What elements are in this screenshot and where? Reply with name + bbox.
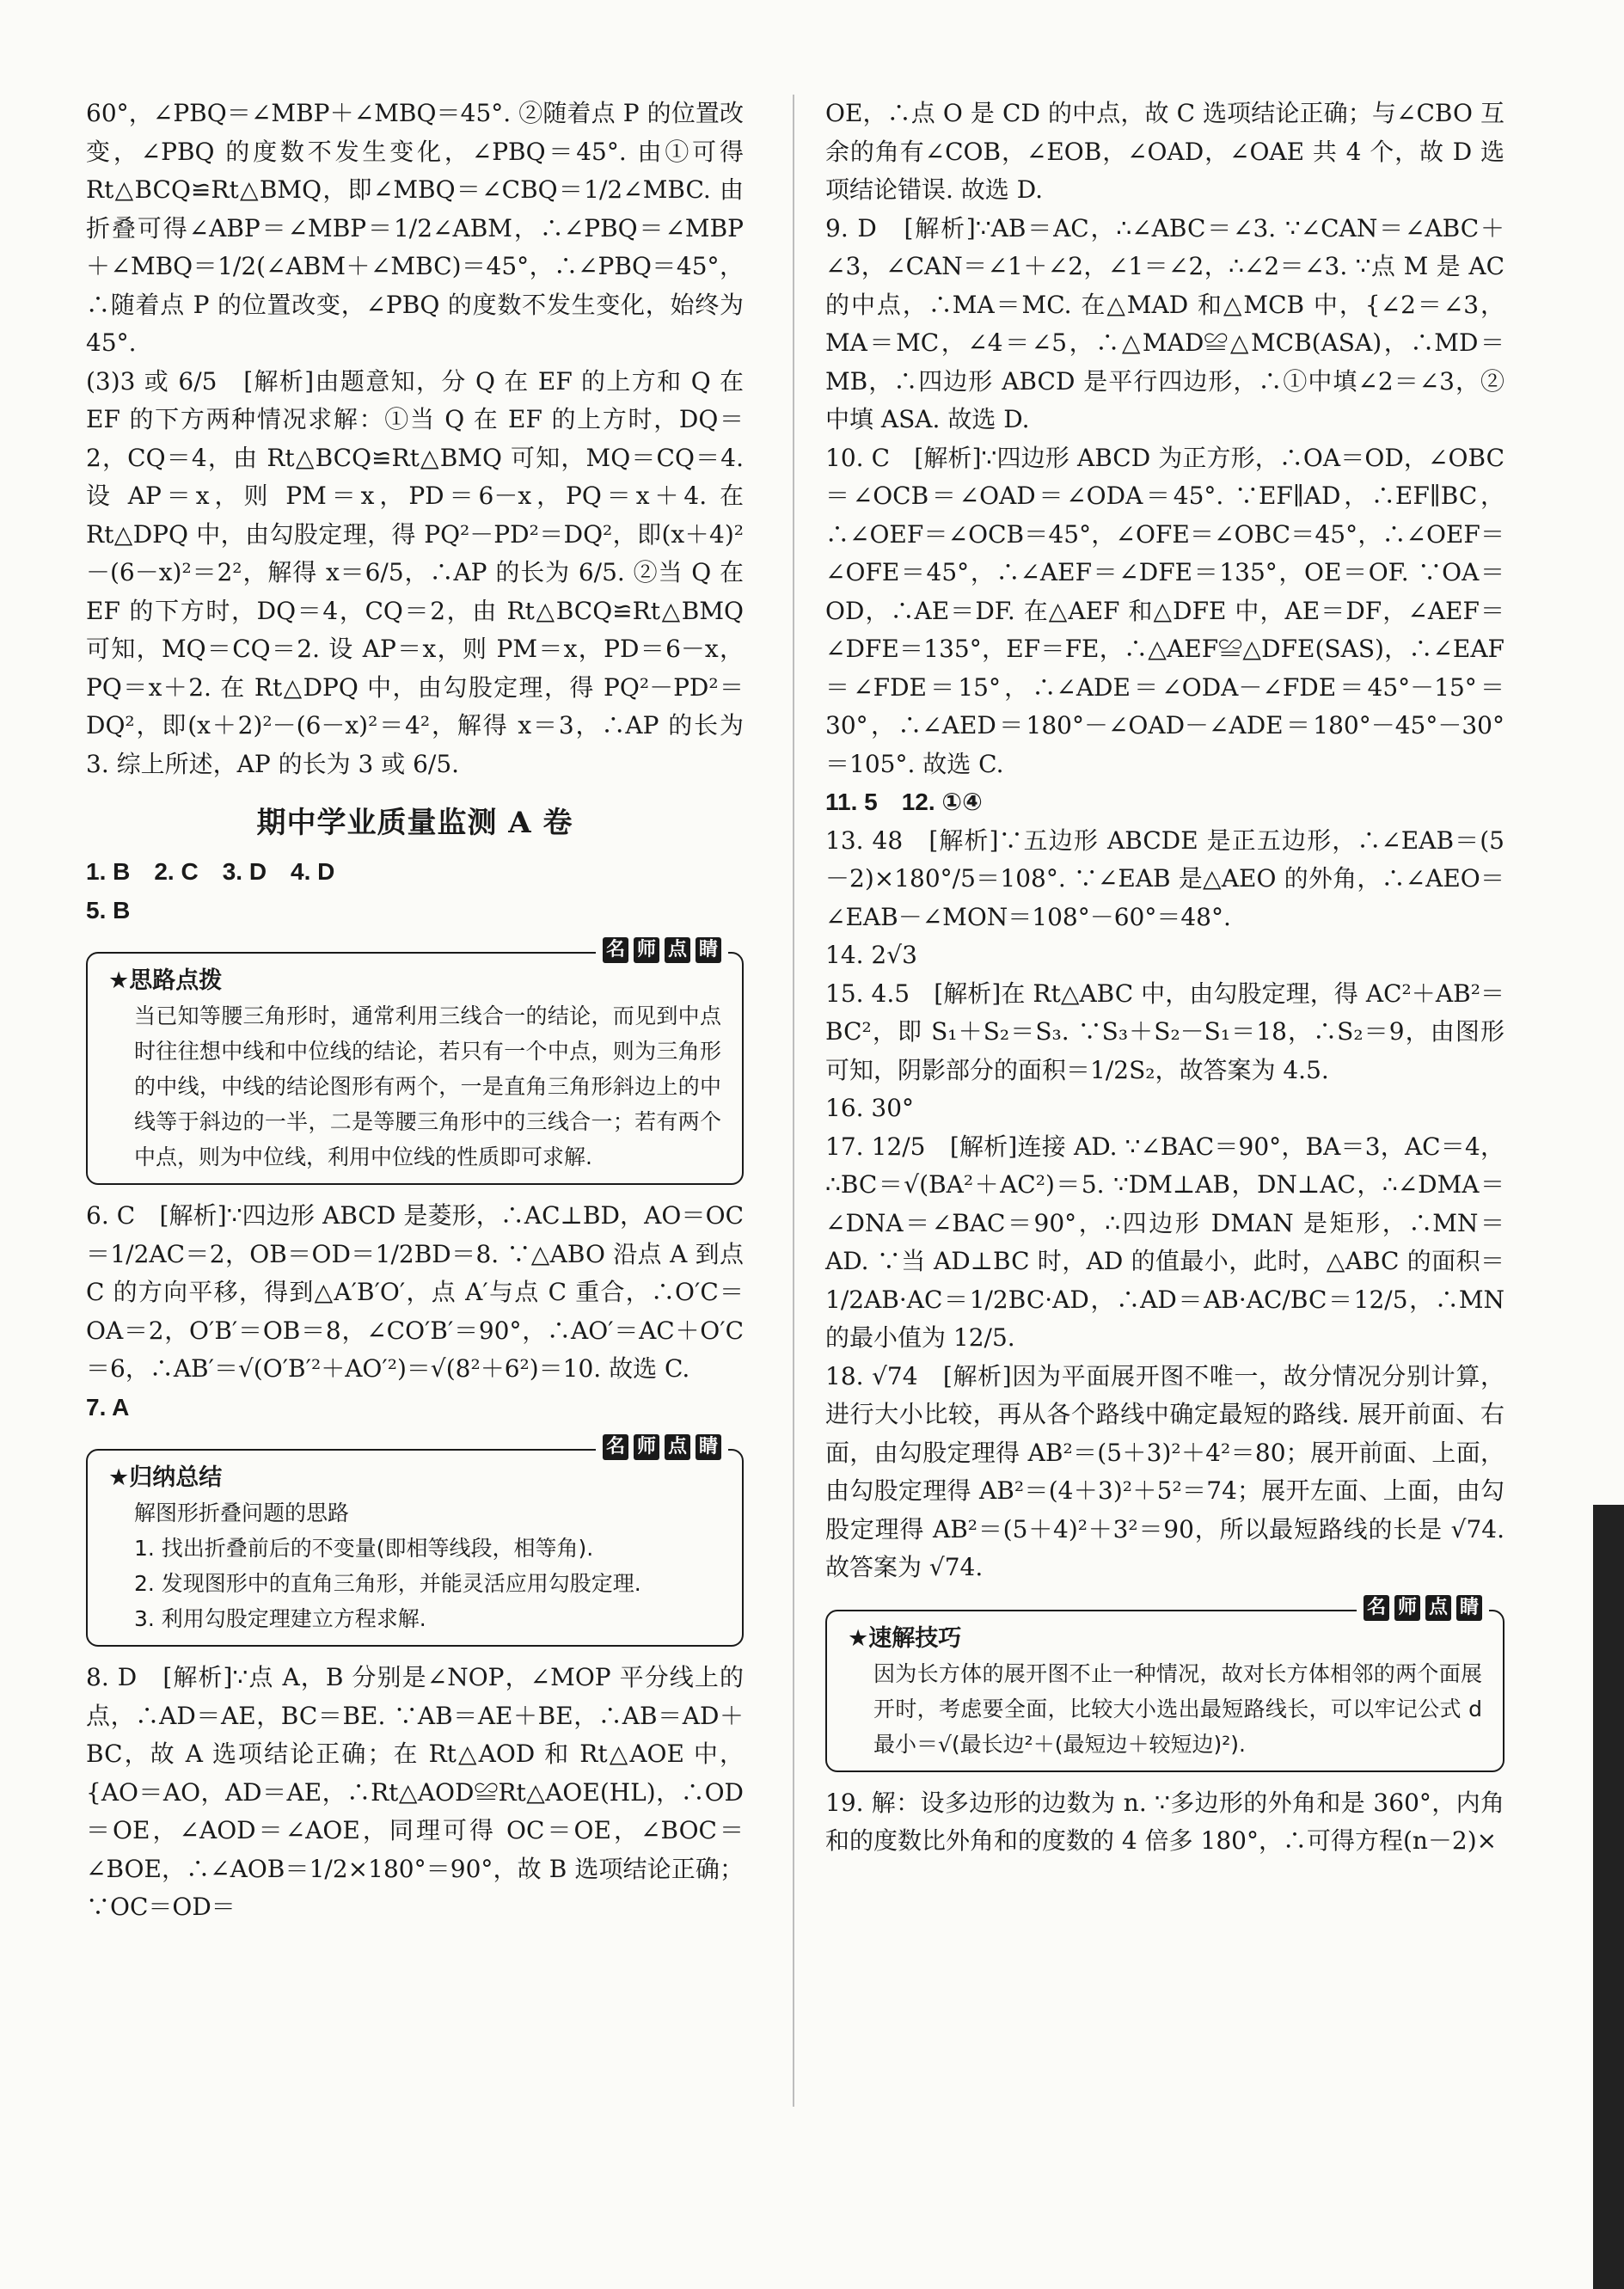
tip-title: ★归纳总结 <box>108 1464 223 1491</box>
scan-edge-shadow <box>1593 1505 1624 2289</box>
answer-10: 10. C [解析]∵四边形 ABCD 为正方形，∴OA＝OD，∠OBC＝∠OCB＝∠OAD＝∠ODA＝45°. ∵EF∥AD，∴EF∥BC，∴∠OEF＝∠OCB＝45°，∠OFE＝∠OBC＝45°，∴∠OEF＝∠OFE＝45°，∴∠AEF＝∠DFE＝135°，OE＝OF. ∵OA＝OD，∴AE＝DF. 在△AEF 和△DFE 中，AE＝DF，∠AEF＝∠DFE＝135°，EF＝FE，∴△AEF≌△DFE(SAS)，∴∠EAF＝∠FDE＝15°，∴∠ADE＝∠ODA－∠FDE＝45°－15°＝30°，∴∠AED＝180°－∠OAD－∠ADE＝180°－45°－30°＝105°. 故选 C. <box>825 443 1504 778</box>
answer-19: 19. 解：设多边形的边数为 n. ∵多边形的外角和是 360°，内角和的度数比外角和的度数的 4 倍多 180°，∴可得方程(n－2)× <box>825 1788 1504 1855</box>
answer-part-3: (3)3 或 6/5 [解析]由题意知，分 Q 在 EF 的上方和 Q 在 EF 的下方两种情况求解：①当 Q 在 EF 的上方时，DQ＝2，CQ＝4，由 Rt△BCQ≌Rt△BMQ 可知，MQ＝CQ＝4. 设 AP＝x，则 PM＝x，PD＝6－x，PQ＝x＋4. 在 Rt△DPQ 中，由勾股定理，得 PQ²－PD²＝DQ²，即(x＋4)²－(6－x)²＝2²，解得 x＝6/5，∴AP 的长为 6/5. ②当 Q 在 EF 的下方时，DQ＝4，CQ＝2，由 Rt△BCQ≌Rt△BMQ 可知，MQ＝CQ＝2. 设 AP＝x，则 PM＝x，PD＝6－x，PQ＝x＋2. 在 Rt△DPQ 中，由勾股定理，得 PQ²－PD²＝DQ²，即(x＋2)²－(6－x)²＝4²，解得 x＝3，∴AP 的长为 3. 综上所述，AP 的长为 3 或 6/5. <box>86 366 744 778</box>
famous-teacher-badge: 名 师 点 睛 <box>596 1434 728 1462</box>
tip-line: 解图形折叠问题的思路 <box>134 1500 350 1525</box>
tip-body: 当已知等腰三角形时，通常利用三线合一的结论，而见到中点时往往想中线和中位线的结论，若只有一个中点，则为三角形的中线，中线的结论图形有两个，一是直角三角形斜边上的中线等于斜边的一半，二是等腰三角形中的三线合一；若有两个中点，则为中位线，利用中位线的性质即可求解. <box>134 1003 721 1169</box>
famous-teacher-badge: 名 师 点 睛 <box>596 937 728 965</box>
left-column <box>86 95 744 1927</box>
tip-line: 1. 找出折叠前后的不变量(即相等线段，相等角). <box>134 1536 594 1561</box>
section-title: 期中学业质量监测 A 卷 <box>256 806 573 840</box>
answer-17: 17. 12/5 [解析]连接 AD. ∵∠BAC＝90°，BA＝3，AC＝4，∴BC＝√(BA²＋AC²)＝5. ∵DM⊥AB，DN⊥AC，∴∠DMA＝∠DNA＝∠BAC＝90°，∴四边形 DMAN 是矩形，∴MN＝AD. ∵当 AD⊥BC 时，AD 的值最小，此时，△ABC 的面积＝1/2AB·AC＝1/2BC·AD，∴AD＝AB·AC/BC＝12/5，∴MN 的最小值为 12/5. <box>825 1132 1504 1352</box>
tip-box-thinking <box>86 939 744 1185</box>
tip-box-summary <box>86 1436 744 1647</box>
answer-7: 7. A <box>86 1393 130 1421</box>
answer-continuation: 60°，∠PBQ＝∠MBP＋∠MBQ＝45°. ②随着点 P 的位置改变，∠PBQ 的度数不发生变化，∠PBQ＝45°. 由①可得 Rt△BCQ≌Rt△BMQ，即∠MBQ＝∠CBQ＝1/2∠MBC. 由折叠可得∠ABP＝∠MBP＝1/2∠ABM，∴∠PBQ＝∠MBP＋∠MBQ＝1/2(∠ABM＋∠MBC)＝45°，∴∠PBQ＝45°，∴随着点 P 的位置改变，∠PBQ 的度数不发生变化，始终为 45°. <box>86 99 744 357</box>
answers-1-4: 1. B 2. C 3. D 4. D <box>86 858 335 885</box>
right-column <box>825 95 1504 1861</box>
answer-9: 9. D [解析]∵AB＝AC，∴∠ABC＝∠3. ∵∠CAN＝∠ABC＋∠3，∠CAN＝∠1＋∠2，∠1＝∠2，∴∠2＝∠3. ∵点 M 是 AC 的中点，∴MA＝MC. 在△MAD 和△MCB 中，{∠2＝∠3，MA＝MC，∠4＝∠5，∴△MAD≌△MCB(ASA)，∴MD＝MB，∴四边形 ABCD 是平行四边形，∴①中填∠2＝∠3，②中填 ASA. 故选 D. <box>825 213 1504 433</box>
tip-box-quick <box>825 1596 1504 1772</box>
tip-body: 因为长方体的展开图不止一种情况，故对长方体相邻的两个面展开时，考虑要全面，比较大小选出最短路线长，可以牢记公式 d最小＝√(最长边²＋(最短边＋较短边)²). <box>873 1660 1482 1757</box>
answer-15: 15. 4.5 [解析]在 Rt△ABC 中，由勾股定理，得 AC²＋AB²＝BC²，即 S₁＋S₂＝S₃. ∵S₃＋S₂－S₁＝18，∴S₂＝9，由图形可知，阴影部分的面积＝1/2S₂，故答案为 4.5. <box>825 979 1504 1084</box>
tip-title: ★速解技巧 <box>848 1624 962 1652</box>
answer-8: 8. D [解析]∵点 A，B 分别是∠NOP，∠MOP 平分线上的点，∴AD＝AE，BC＝BE. ∵AB＝AE＋BE，∴AB＝AD＋BC，故 A 选项结论正确；在 Rt△AOD 和 Rt△AOE 中，{AO＝AO，AD＝AE，∴Rt△AOD≌Rt△AOE(HL)，∴OD＝OE，∠AOD＝∠AOE，同理可得 OC＝OE，∠BOC＝∠BOE，∴∠AOB＝1/2×180°＝90°，故 B 选项结论正确；∵OC＝OD＝ <box>86 1663 744 1921</box>
famous-teacher-badge: 名 师 点 睛 <box>1357 1595 1489 1623</box>
answer-8-continuation: OE，∴点 O 是 CD 的中点，故 C 选项结论正确；与∠CBO 互余的角有∠COB，∠EOB，∠OAD，∠OAE 共 4 个，故 D 选项结论错误. 故选 D. <box>825 99 1504 204</box>
answer-6: 6. C [解析]∵四边形 ABCD 是菱形，∴AC⊥BD，AO＝OC＝1/2AC＝2，OB＝OD＝1/2BD＝8. ∵△ABO 沿点 A 到点 C 的方向平移，得到△A′B′O′，点 A′与点 C 重合，∴O′C＝OA＝2，O′B′＝OB＝8，∠CO′B′＝90°，∴AO′＝AC＋O′C＝6，∴AB′＝√(O′B′²＋AO′²)＝√(8²＋6²)＝10. 故选 C. <box>86 1201 744 1383</box>
column-divider <box>793 95 794 2107</box>
answer-5: 5. B <box>86 896 131 924</box>
answer-13: 13. 48 [解析]∵五边形 ABCDE 是正五边形，∴∠EAB＝(5－2)×180°/5＝108°. ∵∠EAB 是△AEO 的外角，∴∠AEO＝∠EAB－∠MON＝108°－60°＝48°. <box>825 825 1504 931</box>
tip-line: 3. 利用勾股定理建立方程求解. <box>134 1606 426 1631</box>
answer-16: 16. 30° <box>825 1094 915 1122</box>
answer-14: 14. 2√3 <box>825 941 917 969</box>
tip-title: ★思路点拨 <box>108 967 223 994</box>
answers-11-12: 11. 5 12. ①④ <box>825 789 983 815</box>
answer-18: 18. √74 [解析]因为平面展开图不唯一，故分情况分别计算，进行大小比较，再从各个路线中确定最短的路线. 展开前面、右面，由勾股定理得 AB²＝(5＋3)²＋4²＝80；展开前面、上面，由勾股定理得 AB²＝(4＋3)²＋5²＝74；展开左面、上面，由勾股定理得 AB²＝(5＋4)²＋3²＝90，所以最短路线的长是 √74. 故答案为 √74. <box>825 1361 1504 1581</box>
tip-line: 2. 发现图形中的直角三角形，并能灵活应用勾股定理. <box>134 1571 641 1596</box>
